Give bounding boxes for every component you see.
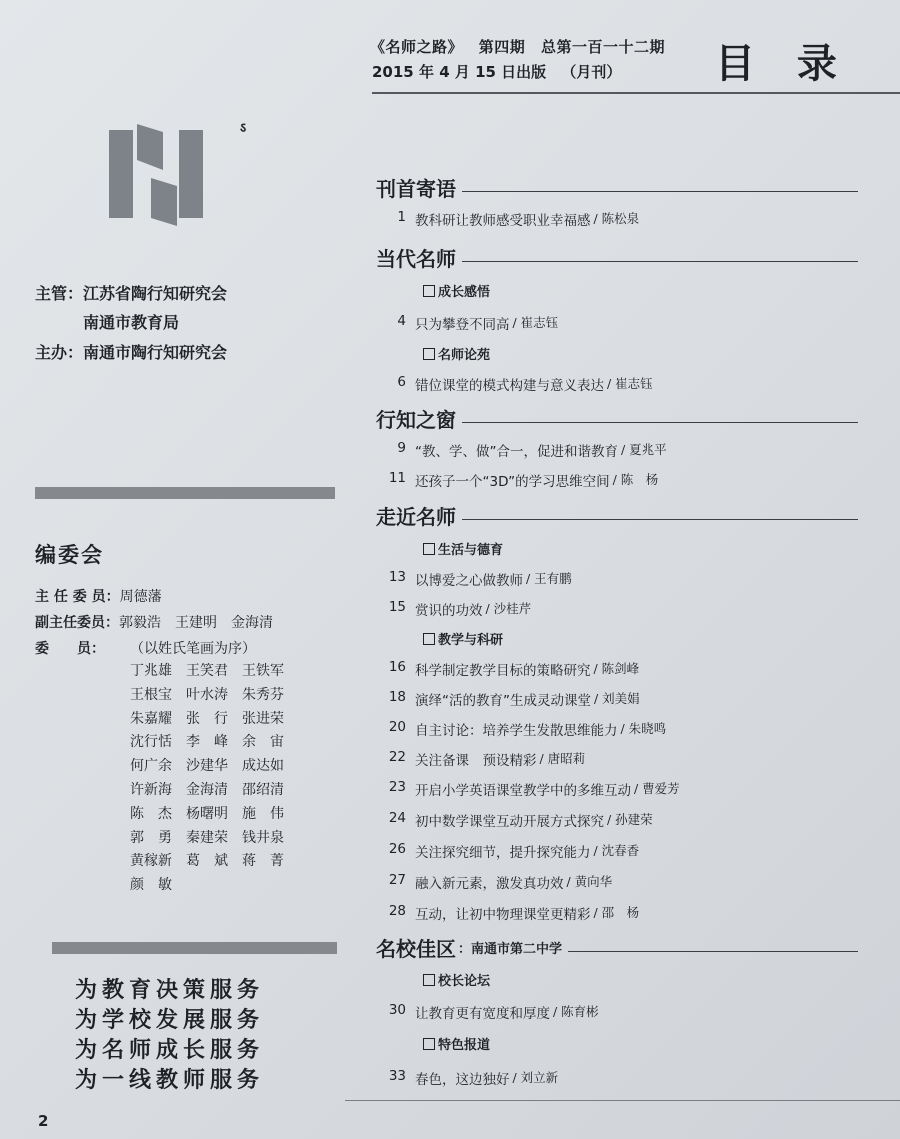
toc-section-header [376,501,858,530]
supervisor-label: 主管： [35,284,84,303]
members-label: 委 员： [35,641,105,657]
member-line: 朱嘉耀 张 行 张进荣 [130,710,284,727]
divider-bar [52,942,337,954]
entry-title: 科学制定教学目标的策略研究 [415,663,591,679]
checkbox-icon [423,1038,435,1050]
section-title: 刊首寄语 [376,177,456,201]
sponsor-label: 主办： [35,343,84,362]
entry-title: 教科研让教师感受职业幸福感 [415,213,591,229]
entry-title: “教、学、做”合一，促进和谐教育 [415,444,618,460]
entry-page: 9 [397,440,406,456]
entry-author: / 陈 杨 [612,472,659,487]
entry-page: 11 [388,470,406,486]
entry-page: 23 [388,779,406,795]
deputy-row [35,612,273,632]
footer-divider [345,1100,900,1101]
motto-line: 为名师成长服务 [75,1038,265,1063]
toc-entry[interactable] [376,1068,558,1088]
logo-upper-wing [137,124,163,170]
toc-entry[interactable] [376,599,531,619]
entry-author: / 陈育彬 [553,1004,599,1019]
entry-page: 1 [397,209,406,225]
entry-page: 22 [388,749,406,765]
entry-author: / 朱晓鸣 [620,721,667,736]
toc-entry[interactable] [376,659,639,679]
section-title: 当代名师 [376,247,456,271]
entry-author: / 曹爱芳 [634,781,680,796]
toc-entry[interactable] [376,779,680,799]
divider-bar [35,487,335,499]
entry-author: / 刘立新 [512,1070,559,1085]
subsection-title: 生活与德育 [438,543,504,558]
publish-frequency: （月刊） [561,63,622,81]
motto-line: 为一线教师服务 [75,1068,265,1093]
section-rule [462,191,858,192]
entry-title: 关注备课 预设精彩 [415,753,537,769]
logo-mark-icon: ऽ [240,121,247,136]
entry-title: 还孩子一个“3D”的学习思维空间 [415,474,610,490]
section-title: 走近名师 [376,505,456,529]
entry-author: / 孙建荣 [607,812,653,827]
subsection-title: 特色报道 [438,1038,491,1053]
section-rule [462,422,858,423]
entry-title: 让教育更有宽度和厚度 [415,1006,550,1022]
entry-page: 24 [388,810,406,826]
section-title: 名校佳区 [376,937,456,961]
contents-title: 目 录 [715,41,851,87]
entry-title: 初中数学课堂互动开展方式探究 [415,814,604,830]
issue-number: 第四期 [478,38,526,56]
entry-title: 开启小学英语课堂教学中的多维互动 [415,783,631,799]
entry-title: 关注探究细节，提升探究能力 [415,845,591,861]
entry-author: / 夏兆平 [621,442,667,457]
member-line: 何广余 沙建华 成达如 [130,758,284,775]
toc-entry[interactable] [376,440,667,460]
director-label: 主 任 委 员： [35,589,120,605]
section-subtitle: ：南通市第二中学 [458,942,563,957]
subsection-title: 名师论苑 [438,348,491,363]
member-line: 沈行恬 李 峰 余 宙 [130,734,284,751]
director-row [35,586,162,606]
checkbox-icon [423,543,435,555]
members-note: （以姓氏笔画为序） [130,641,256,657]
deputy-label: 副主任委员： [35,615,119,631]
member-line: 陈 杰 杨曙明 施 伟 [130,805,284,822]
section-title: 行知之窗 [376,408,456,432]
entry-page: 4 [397,313,406,329]
publish-date: 2015 年 4 月 15 日出版 [372,63,547,81]
member-line: 郭 勇 秦建荣 钱井泉 [130,829,284,846]
issue-info [370,36,675,57]
checkbox-icon [423,633,435,645]
entry-title: 春色，这边独好 [415,1072,510,1088]
toc-section-header [376,243,858,272]
entry-title: 只为攀登不同高 [415,317,510,333]
toc-entry[interactable] [376,374,653,394]
members-list [130,660,284,898]
toc-entry[interactable] [376,689,640,709]
toc-entry[interactable] [376,872,612,892]
director-name: 周德藩 [119,589,162,605]
toc-subsection [423,1034,490,1053]
entry-page: 27 [388,872,406,888]
entry-page: 30 [388,1002,406,1018]
toc-section-header [376,933,858,962]
toc-entry[interactable] [376,903,639,923]
member-line: 颜 敏 [130,877,172,894]
journal-name: 《名师之路》 [370,38,464,56]
page-number: 2 [38,1112,49,1130]
sponsor-row [35,340,227,363]
section-rule [462,261,858,262]
entry-page: 18 [388,689,406,705]
entry-author: / 陈剑峰 [593,661,640,676]
publish-info [372,61,631,82]
members-row [35,638,256,658]
subsection-title: 校长论坛 [438,974,491,989]
toc-section-header [376,404,858,433]
toc-entry[interactable] [376,749,585,769]
entry-page: 26 [388,841,406,857]
member-line: 黄稼新 葛 斌 蒋 菁 [130,853,284,870]
toc-entry[interactable] [376,470,658,490]
supervisor-org-1: 江苏省陶行知研究会 [83,284,228,303]
supervisor-org-2: 南通市教育局 [83,313,180,332]
entry-title: 互动，让初中物理课堂更精彩 [415,907,591,923]
toc-entry[interactable] [376,1002,599,1022]
motto-line: 为学校发展服务 [75,1008,265,1033]
entry-author: / 黄向华 [566,874,613,889]
checkbox-icon [423,348,435,360]
entry-title: 以博爱之心做教师 [415,573,523,589]
toc-entry[interactable] [376,841,639,861]
toc-entry[interactable] [376,719,666,739]
entry-author: / 陈松泉 [593,211,640,226]
sponsor-org: 南通市陶行知研究会 [83,343,228,362]
supervisor-row [35,281,227,304]
entry-title: 演绎“活的教育”生成灵动课堂 [415,693,591,709]
entry-page: 13 [388,569,406,585]
section-rule [462,519,858,520]
toc-entry[interactable] [376,313,558,333]
toc-section-header [376,173,858,202]
toc-entry[interactable] [376,569,572,589]
entry-title: 赏识的功效 [415,603,483,619]
logo-left-panel [109,130,133,218]
entry-title: 融入新元素，激发真功效 [415,876,564,892]
section-rule [568,951,858,952]
member-line: 丁兆雄 王笑君 王铁军 [130,663,284,679]
member-line: 许新海 金海清 邵绍清 [130,781,284,798]
logo-lower-wing [151,178,177,226]
total-issue: 总第一百一十二期 [541,38,666,56]
entry-author: / 沙桂芹 [485,601,532,616]
entry-title: 自主讨论：培养学生发散思维能力 [415,723,618,739]
toc-subsection [423,970,490,989]
entry-page: 33 [388,1068,406,1084]
deputy-names: 郭毅浩 王建明 金海清 [119,615,273,631]
subsection-title: 教学与科研 [438,633,504,648]
toc-subsection [423,629,503,648]
entry-author: / 崔志钰 [607,376,653,391]
entry-title: 错位课堂的模式构建与意义表达 [415,378,604,394]
entry-author: / 王有鹏 [526,571,572,586]
logo-right-panel [179,130,203,218]
entry-page: 15 [388,599,406,615]
toc-subsection [423,344,490,363]
checkbox-icon [423,285,435,297]
checkbox-icon [423,974,435,986]
toc-subsection [423,281,490,300]
entry-author: / 崔志钰 [512,315,559,330]
journal-logo [107,122,205,230]
entry-author: / 唐昭莉 [539,751,586,766]
toc-entry[interactable] [376,810,653,830]
member-line: 王根宝 叶水涛 朱秀芬 [130,686,284,703]
header-divider [372,92,900,94]
entry-page: 20 [388,719,406,735]
toc-subsection [423,539,503,558]
entry-page: 6 [397,374,406,390]
entry-page: 16 [388,659,406,675]
committee-title: 编委会 [35,543,104,567]
entry-author: / 刘美娟 [594,691,640,706]
entry-page: 28 [388,903,406,919]
subsection-title: 成长感悟 [438,285,491,300]
motto-line: 为教育决策服务 [75,978,265,1003]
toc-entry[interactable] [376,209,639,229]
entry-author: / 沈春香 [593,843,640,858]
entry-author: / 邵 杨 [593,905,640,920]
